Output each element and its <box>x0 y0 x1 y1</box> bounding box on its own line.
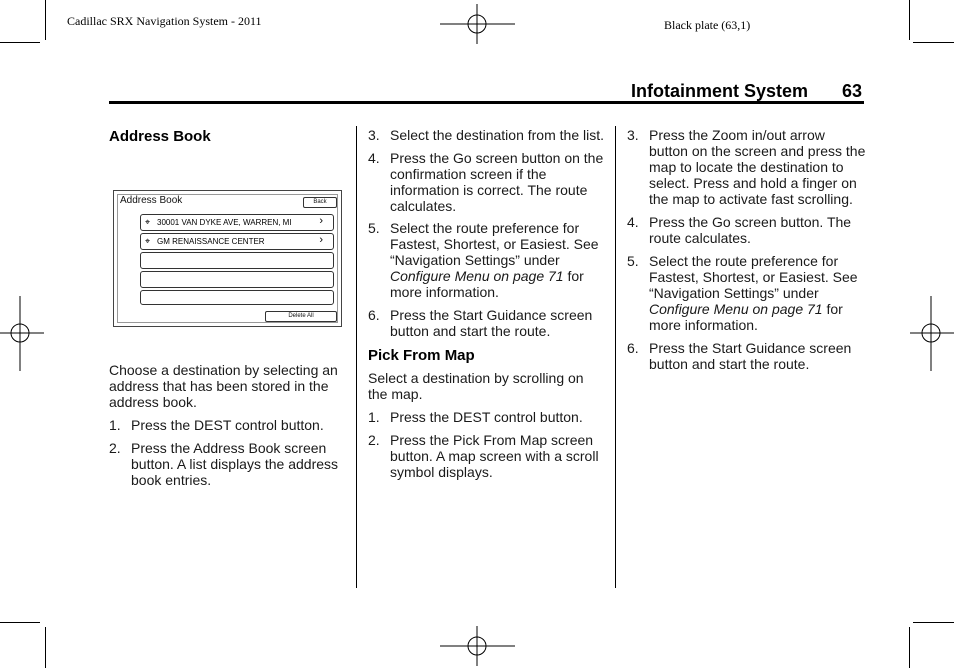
back-button: Back <box>303 197 337 208</box>
crop-mark <box>913 42 954 43</box>
crop-mark <box>913 622 954 623</box>
crop-mark <box>45 0 46 40</box>
registration-mark-icon <box>0 296 44 371</box>
empty-entry-row <box>140 290 334 305</box>
column-1-text <box>109 362 341 488</box>
list-text: Press the DEST control button. <box>390 409 583 425</box>
list-text: Press the Go screen button. The route calculates. <box>649 214 852 246</box>
list-item <box>109 417 341 433</box>
list-text: Select the route preference for Fastest, Shortest, or Easiest. See “Navigation Settings” under <box>649 253 858 301</box>
section-heading-pick-from-map: Pick From Map <box>368 347 475 364</box>
page-number: 63 <box>842 81 863 101</box>
section-title: Infotainment System <box>631 81 809 101</box>
list-text: Press the Address Book screen button. A list displays the address book entries. <box>131 440 339 488</box>
cross-reference-link[interactable]: Configure Menu on page 71 <box>390 268 564 284</box>
list-item <box>627 253 867 333</box>
list-number: 6. <box>627 340 639 356</box>
column-divider <box>356 126 357 588</box>
crop-mark <box>909 627 910 668</box>
list-item <box>368 127 605 143</box>
list-number: 3. <box>368 127 380 143</box>
crop-mark <box>909 0 910 40</box>
list-text: Press the DEST control button. <box>131 417 324 433</box>
crop-mark <box>0 42 40 43</box>
list-number: 6. <box>368 307 380 323</box>
list-item <box>368 432 605 480</box>
list-item <box>368 220 605 300</box>
header-rule <box>109 101 864 104</box>
list-item <box>627 340 867 372</box>
column-2-text <box>368 127 605 480</box>
cross-reference-link[interactable]: Configure Menu on page 71 <box>649 301 823 317</box>
pick-from-map-intro: Select a destination by scrolling on the map. <box>368 370 584 402</box>
empty-entry-row <box>140 252 334 269</box>
list-text: Press the Zoom in/out arrow button on the screen and press the map to locate the destination to select. Press and hold a finger on the map to activate fast scrolling. <box>649 127 866 207</box>
crop-mark <box>0 622 40 623</box>
list-text: Select the route preference for Fastest, Shortest, or Easiest. See “Navigation Settings” under <box>390 220 599 268</box>
list-number: 5. <box>627 253 639 269</box>
list-text: Press the Start Guidance screen button and start the route. <box>390 307 593 339</box>
list-number: 2. <box>368 432 380 448</box>
registration-mark-icon <box>440 626 515 666</box>
list-text: for more information. <box>390 268 584 300</box>
address-entry-text: GM RENAISSANCE CENTER <box>157 237 265 246</box>
list-text: for more information. <box>649 301 843 333</box>
chevron-right-icon: › <box>319 215 323 227</box>
section-heading-address-book: Address Book <box>109 128 211 145</box>
list-item <box>627 127 867 207</box>
list-number: 3. <box>627 127 639 143</box>
column-divider <box>615 126 616 588</box>
delete-all-button: Delete All <box>265 311 337 322</box>
list-text: Press the Pick From Map screen button. A map screen with a scroll symbol displays. <box>390 432 599 480</box>
address-book-screen-image <box>113 190 342 327</box>
registration-mark-icon <box>440 4 515 44</box>
column-3-text <box>627 127 867 372</box>
crop-mark <box>45 627 46 668</box>
address-entry-row <box>140 214 334 231</box>
list-item <box>627 214 867 246</box>
list-number: 4. <box>368 150 380 166</box>
address-entry-row <box>140 233 334 250</box>
list-number: 5. <box>368 220 380 236</box>
pin-icon: ⌖ <box>145 217 151 227</box>
list-item <box>368 150 605 214</box>
pin-icon: ⌖ <box>145 236 151 246</box>
list-text: Press the Go screen button on the confirmation screen if the information is correct. The route calculates. <box>390 150 604 214</box>
chevron-right-icon: › <box>319 234 323 246</box>
address-book-intro: Choose a destination by selecting an address that has been stored in the address book. <box>109 362 338 410</box>
list-number: 4. <box>627 214 639 230</box>
list-item <box>368 409 605 425</box>
list-text: Press the Start Guidance screen button and start the route. <box>649 340 852 372</box>
list-text: Select the destination from the list. <box>390 127 604 143</box>
list-number: 1. <box>109 417 121 433</box>
doc-header-right: Black plate (63,1) <box>664 18 751 32</box>
list-number: 1. <box>368 409 380 425</box>
list-number: 2. <box>109 440 121 456</box>
registration-mark-icon <box>910 296 954 371</box>
list-item <box>109 440 341 488</box>
list-item <box>368 307 605 339</box>
empty-entry-row <box>140 271 334 288</box>
address-entry-text: 30001 VAN DYKE AVE, WARREN, MI <box>157 218 292 227</box>
doc-header-left: Cadillac SRX Navigation System - 2011 <box>67 14 262 28</box>
screen-title: Address Book <box>120 195 183 206</box>
